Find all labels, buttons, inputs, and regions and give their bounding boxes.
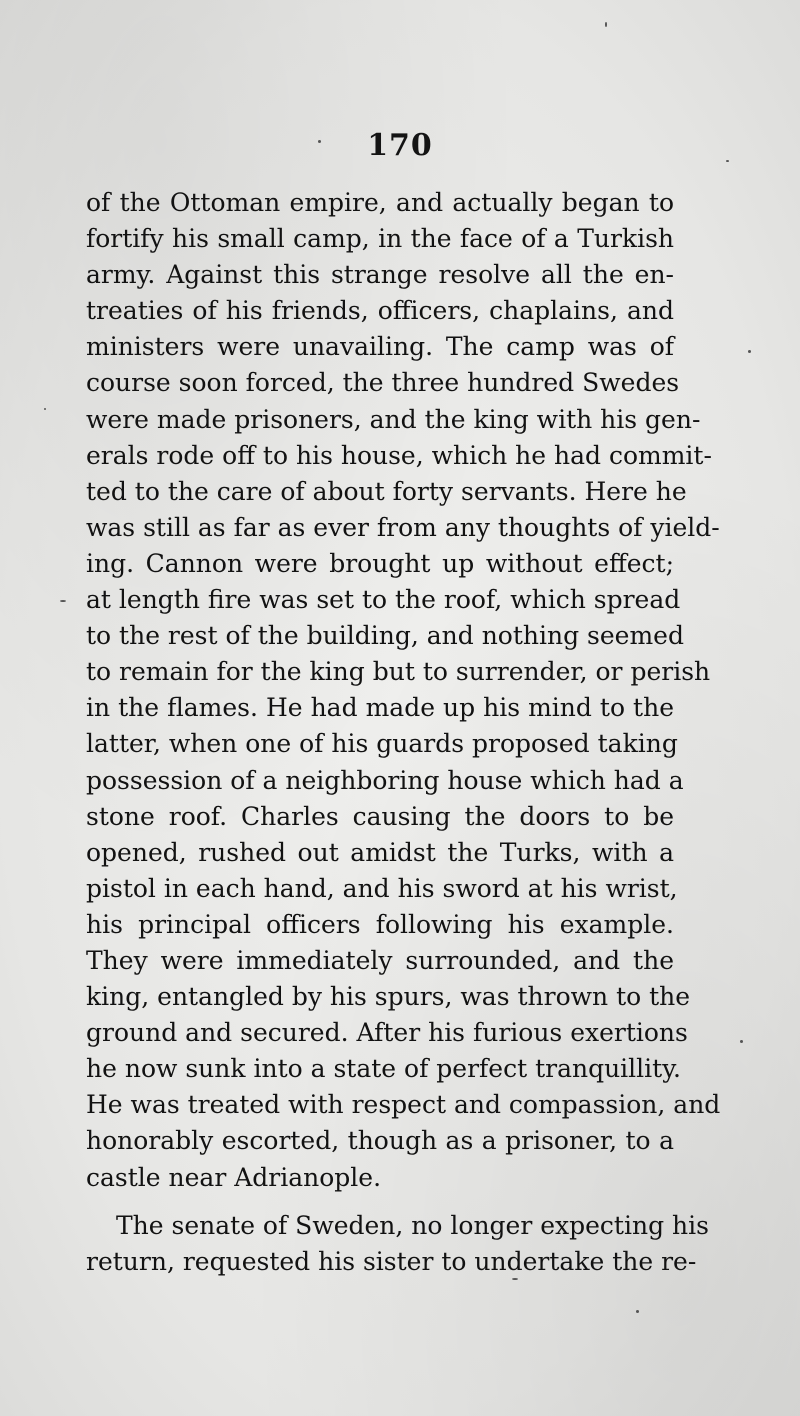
text-line: castle near Adrianople.	[86, 1162, 382, 1192]
text-line: king, entangled by his spurs, was thrown to the	[86, 982, 691, 1012]
scan-speck	[636, 1310, 639, 1313]
text-line: to remain for the king but to surrender, or perish	[86, 657, 711, 687]
text-line: of the Ottoman empire, and actually began to	[86, 188, 674, 217]
text-line: ing. Cannon were brought up without effect;	[86, 548, 674, 578]
text-line: honorably escorted, though as a prisoner, to a	[86, 1126, 674, 1156]
text-line: They were immediately surrounded, and the	[86, 945, 674, 975]
paragraph-gap	[86, 1196, 674, 1208]
text-line: at length fire was set to the roof, which spread	[86, 585, 681, 615]
scan-speck	[740, 1040, 743, 1043]
text-line: opened, rushed out amidst the Turks, with a	[86, 837, 674, 867]
text-line: ted to the care of about forty servants. Here he	[86, 476, 687, 506]
text-line: return, requested his sister to undertake the re-	[86, 1246, 697, 1276]
text-line: was still as far as ever from any thoughts of yield-	[86, 512, 720, 542]
scan-speck	[512, 1278, 518, 1280]
text-line: ground and secured. After his furious exertions	[86, 1018, 688, 1048]
text-line: erals rode off to his house, which he had commit-	[86, 440, 712, 470]
text-line: latter, when one of his guards proposed taking	[86, 729, 678, 759]
scan-speck	[726, 160, 729, 162]
text-line: possession of a neighboring house which had a	[86, 765, 684, 795]
text-line: to the rest of the building, and nothing seemed	[86, 621, 684, 651]
text-line: his principal officers following his example.	[86, 909, 674, 939]
scan-speck	[44, 408, 46, 410]
text-line: treaties of his friends, officers, chaplains, and	[86, 296, 674, 326]
body-text	[86, 185, 721, 1280]
paragraph-2	[86, 1208, 709, 1280]
text-line: course soon forced, the three hundred Swedes	[86, 368, 680, 398]
scan-speck	[605, 22, 607, 27]
text-line: in the flames. He had made up his mind to the	[86, 693, 674, 723]
text-line: fortify his small camp, in the face of a Turkish	[86, 224, 674, 254]
paragraph-1	[86, 185, 721, 1196]
text-line: stone roof. Charles causing the doors to be	[86, 801, 674, 831]
text-line: The senate of Sweden, no longer expecting his	[116, 1210, 709, 1240]
scan-speck	[748, 350, 751, 353]
text-line: he now sunk into a state of perfect tranquillity.	[86, 1054, 681, 1084]
text-line: ministers were unavailing. The camp was of	[86, 332, 674, 362]
scan-speck	[318, 140, 321, 143]
page-number: 170	[367, 128, 433, 163]
text-line: army. Against this strange resolve all the en-	[86, 260, 674, 290]
text-line: pistol in each hand, and his sword at his wrist,	[86, 873, 678, 903]
text-line: were made prisoners, and the king with his gen-	[86, 404, 701, 434]
scan-speck	[60, 600, 66, 602]
text-line: He was treated with respect and compassion, and	[86, 1090, 721, 1120]
